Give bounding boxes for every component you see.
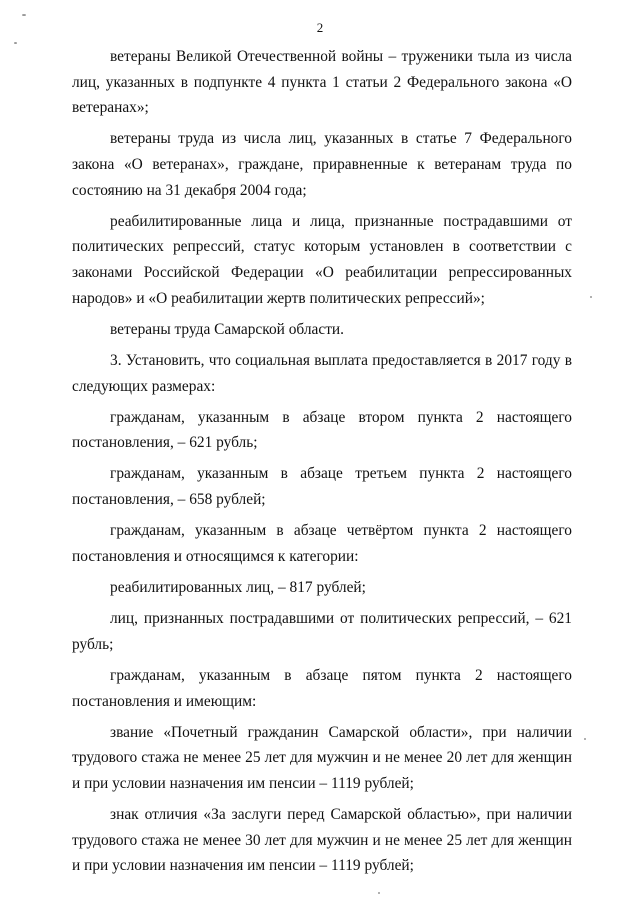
- paragraph-labor-front-veterans: ветераны Великой Отечественной войны – труженики тыла из числа лиц, указанных в подпункте 4 пункта 1 статьи 2 Федерального закона «О ветеранах»;: [72, 48, 572, 117]
- paragraph-samara-labor-veterans: ветераны труда Самарской области.: [110, 320, 345, 338]
- page-number: 2: [316, 20, 324, 35]
- paragraph-amount-fourth: гражданам, указанным в абзаце четвёртом пункта 2 настоящего постановления и относящимся к категории:: [72, 522, 572, 565]
- paragraph-amount-second: гражданам, указанным в абзаце втором пункта 2 настоящего постановления, – 621 рубль;: [72, 408, 572, 452]
- paragraph-honorary-citizen: звание «Почетный гражданин Самарской области», при наличии трудового стажа не менее 25 лет для мужчин и не менее 20 лет для женщин и при условии назначения им пенсии – 1119 рублей;: [72, 723, 572, 792]
- scan-speck: [14, 42, 17, 44]
- scan-speck: [378, 892, 380, 894]
- paragraph-item-3: 3. Установить, что социальная выплата предоставляется в 2017 году в следующих размерах:: [72, 351, 572, 395]
- paragraph-merit-badge: знак отличия «За заслуги перед Самарской областью», при наличии трудового стажа не менее 30 лет для мужчин и не менее 25 лет для женщин и при условии назначения им пенсии – 1119 рублей;: [72, 806, 572, 875]
- scan-speck: [22, 14, 26, 16]
- scan-speck: [590, 296, 592, 298]
- scan-speck: [584, 738, 586, 740]
- paragraph-amount-fifth: гражданам, указанным в абзаце пятом пункта 2 настоящего постановления и имеющим:: [72, 667, 572, 710]
- paragraph-rehabilitated-amount: реабилитированных лиц, – 817 рублей;: [110, 579, 366, 597]
- paragraph-rehabilitated-persons: реабилитированные лица и лица, признанные пострадавшими от политических репрессий, статус которым установлен в соответствии с законами Российской Федерации «О реабилитации репрессированных народов» и «О реабилитации жертв политических репрессий»;: [72, 212, 572, 307]
- paragraph-labor-veterans: ветераны труда из числа лиц, указанных в статье 7 Федерального закона «О ветеранах», граждане, приравненные к ветеранам труда по состоянию на 31 декабря 2004 года;: [72, 130, 572, 199]
- document-body: [72, 44, 572, 879]
- paragraph-repression-victims-amount: лиц, признанных пострадавшими от политических репрессий, – 621 рубль;: [72, 610, 572, 653]
- paragraph-amount-third: гражданам, указанным в абзаце третьем пункта 2 настоящего постановления, – 658 рублей;: [72, 465, 572, 509]
